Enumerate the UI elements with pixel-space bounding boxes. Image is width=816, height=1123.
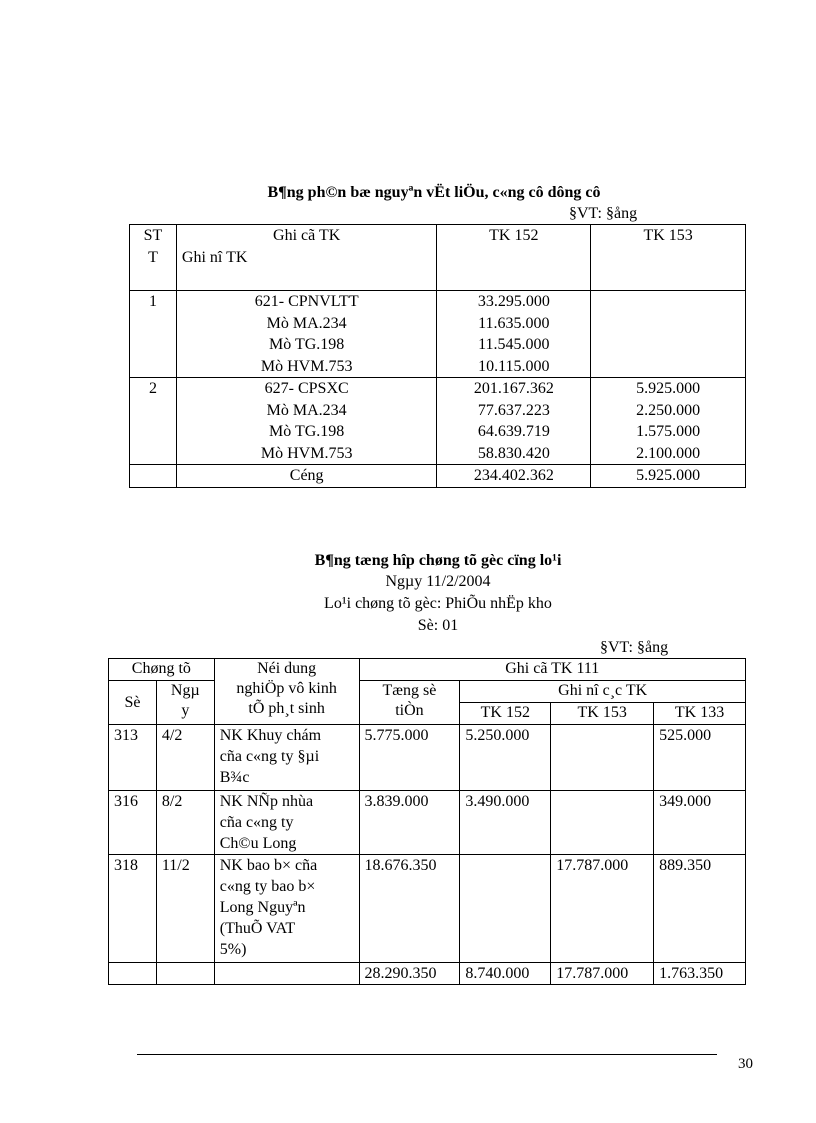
tk152-cell bbox=[460, 855, 551, 963]
table1-header-row bbox=[130, 225, 746, 291]
number-cell: 318 bbox=[109, 855, 157, 963]
table2-date: Ngµy 11/2/2004 bbox=[385, 573, 491, 590]
empty-cell bbox=[214, 963, 359, 985]
tk133-cell: 525.000 bbox=[654, 725, 746, 791]
tk153-header: TK 153 bbox=[591, 225, 746, 291]
description-header: Néi dung nghiÖp vô kinh tÕ ph¸t sinh bbox=[214, 659, 359, 725]
tk153-cell bbox=[551, 725, 654, 791]
account-line: Mò TG.198 bbox=[269, 423, 345, 440]
table-row bbox=[130, 291, 746, 378]
description-cell: NK bao b× cña c«ng ty bao b× Long Nguyªn (ThuÕ VAT 5%) bbox=[214, 855, 359, 963]
table-row bbox=[109, 855, 746, 963]
number-cell: 316 bbox=[109, 791, 157, 855]
amount-line: 33.295.000 bbox=[477, 293, 550, 310]
tk152-cell bbox=[437, 378, 591, 465]
tk133-cell: 889.350 bbox=[654, 855, 746, 963]
number-cell: 313 bbox=[109, 725, 157, 791]
account-cell bbox=[176, 291, 437, 378]
total-amount-cell: 3.839.000 bbox=[359, 791, 460, 855]
tk152-cell: 5.250.000 bbox=[460, 725, 551, 791]
tk153-header: TK 153 bbox=[551, 703, 654, 725]
account-line: Mò HVM.753 bbox=[260, 357, 353, 375]
empty-cell bbox=[130, 465, 177, 488]
amount-line: 201.167.362 bbox=[473, 380, 554, 397]
account-line: Mò TG.198 bbox=[269, 336, 345, 353]
table1-unit: §VT: §ång bbox=[569, 205, 638, 222]
tk153-cell bbox=[591, 378, 746, 465]
stt-cell: 2 bbox=[130, 378, 177, 465]
tk152-cell: 3.490.000 bbox=[460, 791, 551, 855]
table2-document-type: Lo¹i chøng tõ gèc: PhiÕu nhËp kho bbox=[324, 595, 552, 612]
tk153-cell: 17.787.000 bbox=[551, 855, 654, 963]
account-line: Mò HVM.753 bbox=[260, 444, 353, 462]
total-row bbox=[130, 465, 746, 488]
account-line: 627- CPSXC bbox=[264, 380, 349, 397]
table-row bbox=[109, 725, 746, 791]
table1-title: B¶ng ph©n bæ nguyªn vËt liÖu, c«ng cô dông cô bbox=[267, 184, 601, 201]
total-row bbox=[109, 963, 746, 985]
empty-cell bbox=[156, 963, 214, 985]
amount-line: 77.637.223 bbox=[477, 401, 550, 419]
credit-account-label: Ghi cã TK bbox=[273, 227, 341, 244]
total-tk152: 8.740.000 bbox=[460, 963, 551, 985]
number-header: Sè bbox=[109, 681, 157, 725]
amount-line: 58.830.420 bbox=[477, 444, 550, 462]
amount-line: 2.250.000 bbox=[636, 401, 701, 419]
total-tk153: 5.925.000 bbox=[591, 465, 746, 488]
total-tk133: 1.763.350 bbox=[654, 963, 746, 985]
voucher-header: Chøng tõ bbox=[109, 659, 215, 681]
amount-line: 10.115.000 bbox=[478, 357, 550, 375]
date-cell: 8/2 bbox=[156, 791, 214, 855]
stt-header: ST T bbox=[130, 225, 177, 291]
date-cell: 11/2 bbox=[156, 855, 214, 963]
table2-title: B¶ng tæng hîp chøng tõ gèc cïng lo¹i bbox=[314, 552, 562, 569]
debit-accounts-header: Ghi nî c¸c TK bbox=[460, 681, 746, 703]
date-cell: 4/2 bbox=[156, 725, 214, 791]
tk133-cell: 349.000 bbox=[654, 791, 746, 855]
page-number: 30 bbox=[738, 1056, 753, 1072]
date-header: Ngµ y bbox=[156, 681, 214, 725]
total-tk153: 17.787.000 bbox=[551, 963, 654, 985]
tk153-cell bbox=[591, 291, 746, 378]
tk133-header: TK 133 bbox=[654, 703, 746, 725]
footer-divider bbox=[137, 1054, 717, 1055]
table2-header-row bbox=[109, 659, 746, 681]
account-cell bbox=[176, 378, 437, 465]
total-amount-header: Tæng sè tiÒn bbox=[359, 681, 460, 725]
total-amount-cell: 18.676.350 bbox=[359, 855, 460, 963]
table2-header-row bbox=[109, 681, 746, 703]
total-amount-cell: 5.775.000 bbox=[359, 725, 460, 791]
debit-account-label: Ghi nî TK bbox=[181, 248, 248, 266]
description-cell: NK Khuy chám cña c«ng ty §µi B¾c bbox=[214, 725, 359, 791]
account-header bbox=[176, 225, 437, 291]
total-amount-sum: 28.290.350 bbox=[359, 963, 460, 985]
account-line: Mò MA.234 bbox=[266, 314, 347, 332]
tk152-header: TK 152 bbox=[437, 225, 591, 291]
account-line: 621- CPNVLTT bbox=[254, 293, 359, 310]
total-tk152: 234.402.362 bbox=[437, 465, 591, 488]
amount-line: 11.545.000 bbox=[478, 336, 550, 353]
amount-line: 64.639.719 bbox=[477, 423, 550, 440]
account-line: Mò MA.234 bbox=[266, 401, 347, 419]
description-cell: NK NÑp nhùa cña c«ng ty Ch©u Long bbox=[214, 791, 359, 855]
amount-line: 1.575.000 bbox=[636, 423, 701, 440]
table2-unit: §VT: §ång bbox=[600, 639, 669, 656]
total-label: Céng bbox=[176, 465, 437, 488]
tk153-cell bbox=[551, 791, 654, 855]
amount-line: 11.635.000 bbox=[478, 314, 550, 332]
summary-table bbox=[108, 658, 746, 985]
empty-cell bbox=[109, 963, 157, 985]
allocation-table bbox=[129, 224, 746, 488]
credit-tk111-header: Ghi cã TK 111 bbox=[359, 659, 746, 681]
amount-line: 2.100.000 bbox=[636, 444, 701, 462]
stt-cell: 1 bbox=[130, 291, 177, 378]
table-row bbox=[130, 378, 746, 465]
amount-line: 5.925.000 bbox=[636, 380, 701, 397]
tk152-cell bbox=[437, 291, 591, 378]
table-row bbox=[109, 791, 746, 855]
tk152-header: TK 152 bbox=[460, 703, 551, 725]
table2-number: Sè: 01 bbox=[417, 617, 459, 634]
